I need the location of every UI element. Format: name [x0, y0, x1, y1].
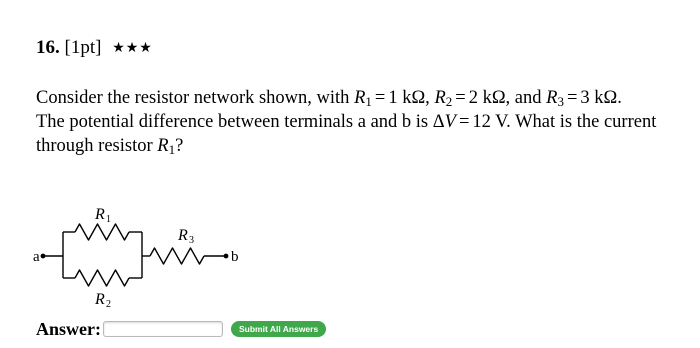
question-text-segment: through resistor [36, 136, 158, 156]
answer-label: Answer: [36, 318, 101, 339]
r1-subscript: 1 [365, 94, 372, 109]
r1-subscript: 1 [168, 142, 176, 157]
question-text-segment: Consider the resistor network shown, with [36, 88, 355, 108]
r1-label-subscript: 1 [106, 214, 111, 225]
resistor-r1 [75, 224, 129, 240]
question-line-3 [36, 134, 686, 158]
problem-number: 16. [36, 37, 60, 58]
voltage-variable: V [444, 112, 456, 132]
terminal-b-dot [224, 254, 229, 259]
r1-variable: R [354, 88, 366, 108]
problem-points: [1pt] [64, 37, 102, 58]
r2-variable: R [434, 88, 446, 108]
r1-label: R [95, 206, 105, 223]
r3-variable: R [546, 88, 558, 108]
answer-input[interactable] [103, 321, 223, 337]
r2-value: 2 kΩ, and [468, 88, 547, 108]
question-text-segment: The potential difference between terminals a and b is Δ [36, 112, 445, 132]
r2-subscript: 2 [445, 94, 453, 109]
equals-sign: = [455, 88, 466, 108]
resistor-r3 [150, 248, 204, 264]
difficulty-stars: ★★★ [112, 40, 153, 56]
terminal-a-dot [41, 254, 46, 259]
r1-value: 1 kΩ, [388, 88, 435, 108]
resistor-circuit-diagram [30, 200, 270, 310]
r2-label-subscript: 2 [106, 299, 111, 310]
r3-subscript: 3 [557, 94, 564, 109]
question-text-segment: 12 V. What is the current [472, 112, 657, 132]
question-mark: ? [175, 136, 184, 156]
terminal-a-label: a [33, 249, 40, 265]
equals-sign: = [566, 88, 578, 108]
r3-label-subscript: 3 [189, 235, 194, 246]
circuit-wires [43, 224, 226, 286]
r3-label: R [178, 227, 188, 244]
resistor-r2 [75, 270, 129, 286]
r2-label: R [95, 291, 105, 308]
question-text [36, 86, 686, 158]
terminal-b-label: b [231, 249, 239, 265]
question-line-2 [36, 110, 686, 134]
equals-sign: = [458, 112, 470, 132]
question-line-1 [36, 86, 686, 110]
submit-all-answers-button[interactable]: Submit All Answers [231, 321, 326, 337]
equals-sign: = [374, 88, 386, 108]
r3-value: 3 kΩ. [580, 88, 622, 108]
problem-header [36, 36, 153, 60]
r1-variable: R [157, 136, 169, 156]
answer-row [36, 318, 326, 340]
